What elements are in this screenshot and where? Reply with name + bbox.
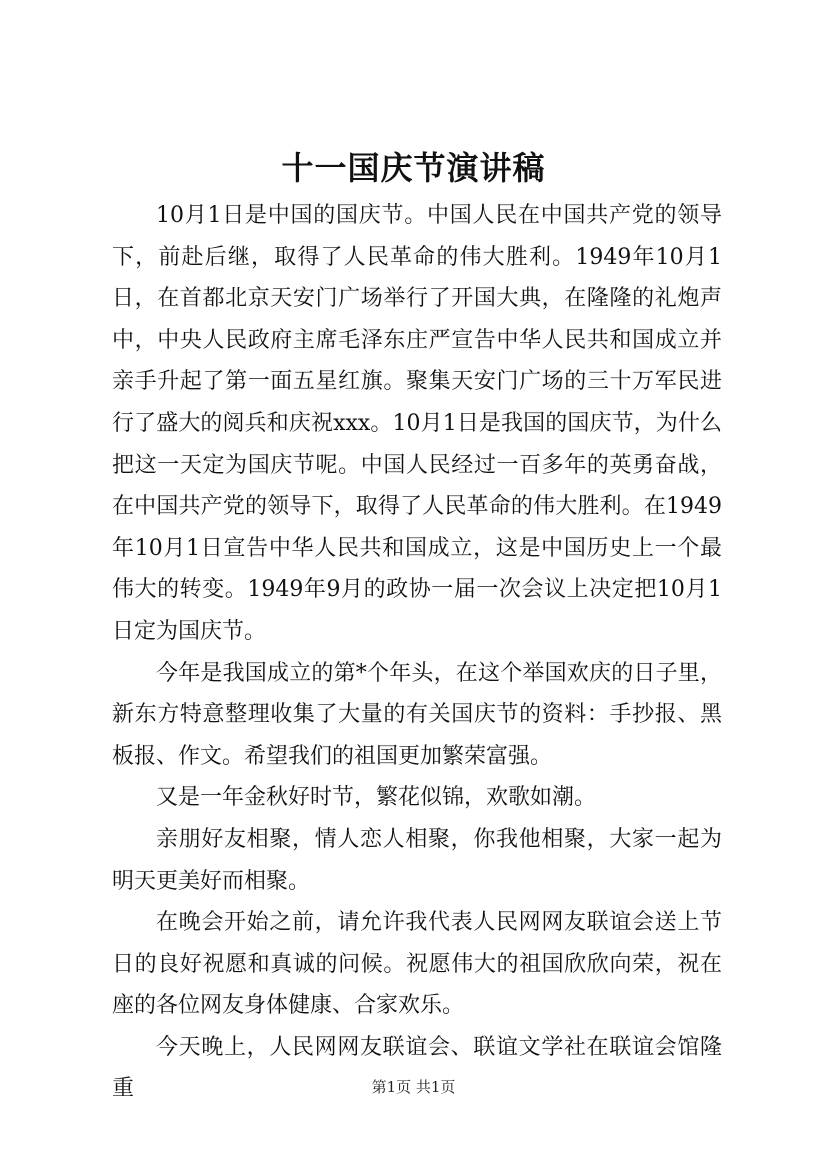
document-body — [112, 195, 722, 1110]
paragraph: 今年是我国成立的第*个年头，在这个举国欢庆的日子里，新东方特意整理收集了大量的有关国庆节的资料：手抄报、黑板报、作文。希望我们的祖国更加繁荣富强。 — [112, 660, 722, 769]
paragraph: 今天晚上，人民网网友联谊会、联谊文学社在联谊会馆隆重 — [112, 1034, 722, 1102]
page-footer: 第1页 共1页 — [371, 1078, 456, 1096]
paragraph: 10月1日是中国的国庆节。中国人民在中国共产党的领导下，前赴后继，取得了人民革命的伟大胜利。1949年10月1日，在首都北京天安门广场举行了开国大典，在隆隆的礼炮声中，中央人民政府主席毛泽东庄严宣告中华人民共和国成立并亲手升起了第一面五星红旗。聚集天安门广场的三十万军民进行了盛大的阅兵和庆祝xxx。10月1日是我国的国庆节，为什么把这一天定为国庆节呢。中国人民经过一百多年的英勇奋战，在中国共产党的领导下，取得了人民革命的伟大胜利。在1949年10月1日宣告中华人民共和国成立，这是中国历史上一个最伟大的转变。1949年9月的政协一届一次会议上决定把10月1日定为国庆节。 — [112, 203, 722, 644]
paragraph: 在晚会开始之前，请允许我代表人民网网友联谊会送上节日的良好祝愿和真诚的问候。祝愿伟大的祖国欣欣向荣，祝在座的各位网友身体健康、合家欢乐。 — [112, 910, 722, 1019]
paragraph: 亲朋好友相聚，情人恋人相聚，你我他相聚，大家一起为明天更美好而相聚。 — [112, 826, 722, 894]
document-title: 十一国庆节演讲稿 — [281, 149, 546, 187]
paragraph: 又是一年金秋好时节，繁花似锦，欢歌如潮。 — [156, 785, 597, 811]
